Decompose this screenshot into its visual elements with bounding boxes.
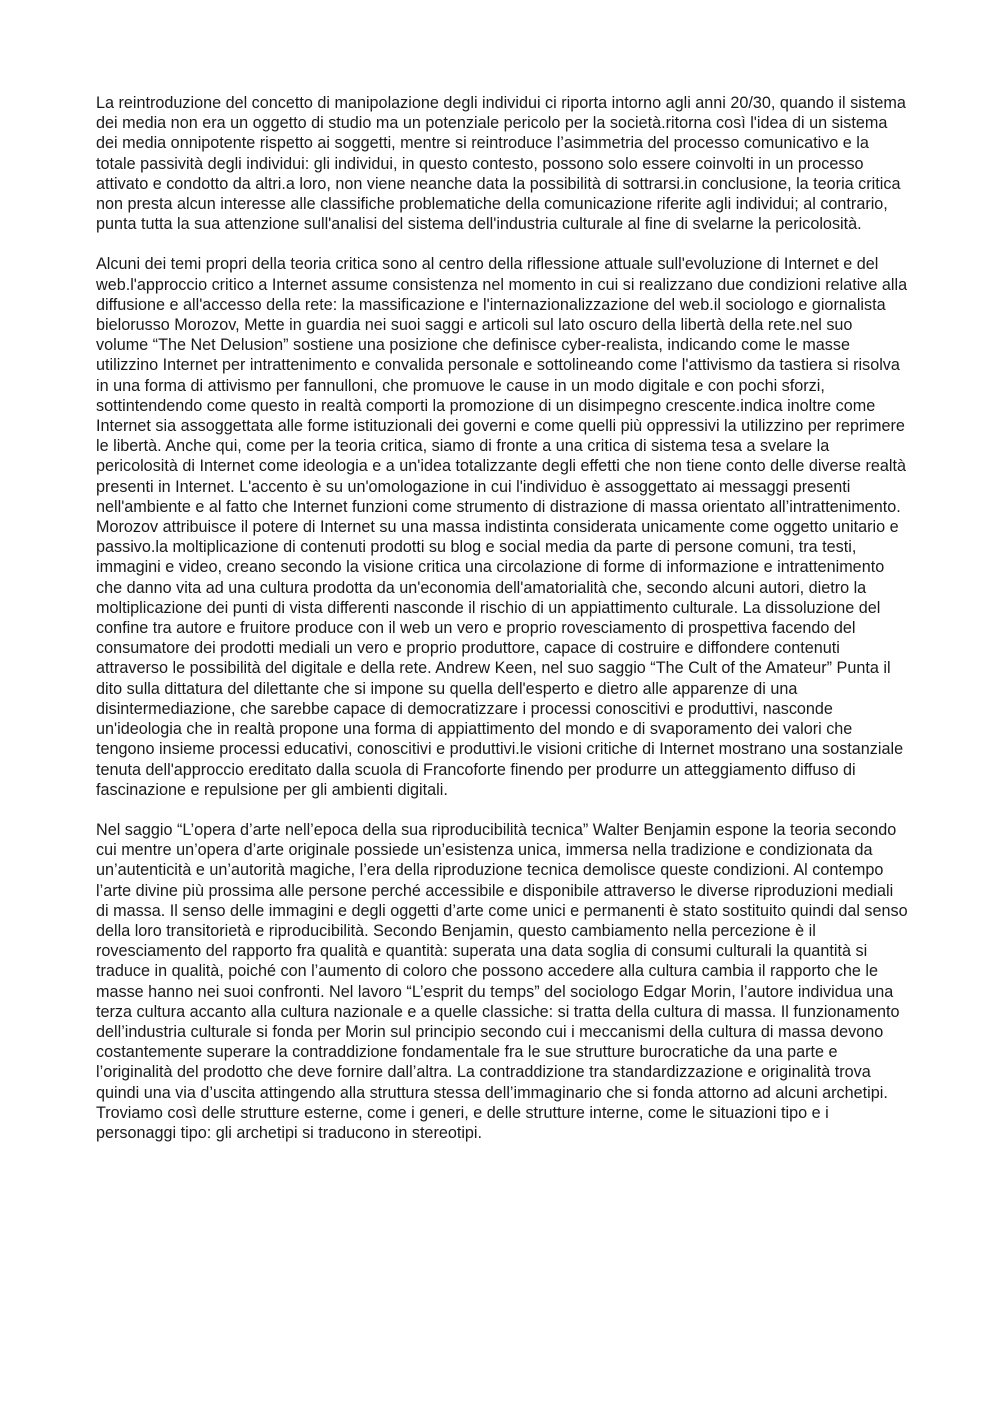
paragraph-manipolazione: La reintroduzione del concetto di manipolazione degli individui ci riporta intorno agli anni 20/30, quando il sistema dei media non era un oggetto di studio ma un potenziale pericolo per la società.ritorna così l'idea di un sistema dei media onnipotente rispetto ai soggetti, mentre si reintroduce l’asimmetria del processo comunicativo e la totale passività degli individui: gli individui, in questo contesto, possono solo essere coinvolti in un processo attivato e condotto da altri.a loro, non viene neanche data la possibilità di sottrarsi.in conclusione, la teoria critica non presta alcun interesse alle classifiche problematiche della comunicazione riferite agli individui; al contrario, punta tutta la sua attenzione sull'analisi del sistema dell'industria culturale al fine di svelarne la pericolosità. [96, 94, 906, 234]
paragraph-internet-critica: Alcuni dei temi propri della teoria critica sono al centro della riflessione attuale sull'evoluzione di Internet e del web.l'approccio critico a Internet assume consistenza nel momento in cui si realizzano due condizioni relative alla diffusione e all'accesso della rete: la massificazione e l'internazionalizzazione del web.il sociologo e giornalista bielorusso Morozov, Mette in guardia nei suoi saggi e articoli sul lato oscuro della libertà della rete.nel suo volume “The Net Delusion” sostiene una posizione che definisce cyber-realista, indicando come le masse utilizzino Internet per intrattenimento e convalida personale e sottolineando come l'attivismo da tastiera si risolva in una forma di attivismo per fannulloni, che promuove le cause in un modo digitale e con pochi sforzi, sottintendendo come questo in realtà comporti la promozione di un disimpegno crescente.indica inoltre come Internet sia assoggettata alle forme istituzionali dei governi e come quelli più oppressivi la utilizzino per reprimere le libertà. Anche qui, come per la teoria critica, siamo di fronte a una critica di sistema tesa a svelare la pericolosità di Internet come ideologia e a un'idea totalizzante degli effetti che non tiene conto delle diverse realtà presenti in Internet. L'accento è su un'omologazione in cui l'individuo è assoggettato ai messaggi presenti nell'ambiente e al fatto che Internet funzioni come strumento di distrazione di massa orientato all’intrattenimento. Morozov attribuisce il potere di Internet su una massa indistinta considerata unicamente come oggetto unitario e passivo.la moltiplicazione di contenuti prodotti su blog e social media da parte di persone comuni, tra testi, immagini e video, creano secondo la visione critica una circolazione di forme di informazione e intrattenimento che danno vita ad una cultura prodotta da un'economia dell'amatorialità che, secondo alcuni autori, dietro la moltiplicazione dei punti di vista differenti nasconde il rischio di un appiattimento culturale. La dissoluzione del confine tra autore e fruitore produce con il web un vero e proprio rovesciamento di prospettiva facendo del consumatore dei prodotti mediali un vero e proprio produttore, capace di costruire e diffondere contenuti attraverso le possibilità del digitale e della rete. Andrew Keen, nel suo saggio “The Cult of the Amateur” Punta il dito sulla dittatura del dilettante che si impone su quella dell'esperto e dietro alle apparenze di una disintermediazione, che sarebbe capace di democratizzare i processi conoscitivi e produttivi, nasconde un'ideologia che in realtà propone una forma di appiattimento del mondo e di svaporamento dei valori che tengono insieme processi educativi, conoscitivi e produttivi.le visioni critiche di Internet mostrano una sostanziale tenuta dell'approccio ereditato dalla scuola di Francoforte finendo per produrre un atteggiamento diffuso di fascinazione e repulsione per gli ambienti digitali. [96, 255, 908, 799]
paragraph-benjamin-morin: Nel saggio “L’opera d’arte nell’epoca della sua riproducibilità tecnica” Walter Benjamin espone la teoria secondo cui mentre un’opera d’arte originale possiede un’esistenza unica, immersa nella tradizione e condizionata da un’autenticità e un’autorità magiche, l’era della riproduzione tecnica demolisce queste condizioni. Al contempo l’arte divine più prossima alle persone perché accessibile e disponibile attraverso le diverse riproduzioni mediali di massa. Il senso delle immagini e degli oggetti d’arte come unici e permanenti è stato sostituito quindi dal senso della loro transitorietà e riproducibilità. Secondo Benjamin, questo cambiamento nella percezione è il rovesciamento del rapporto fra qualità e quantità: superata una data soglia di consumi culturali la quantità si traduce in qualità, poiché con l’aumento di coloro che possono accedere alla cultura cambia il rapporto che le masse hanno nei suoi confronti. Nel lavoro “L’esprit du temps” del sociologo Edgar Morin, l’autore individua una terza cultura accanto alla cultura nazionale e a quelle classiche: si tratta della cultura di massa. Il funzionamento dell’industria culturale si fonda per Morin sul principio secondo cui i meccanismi della cultura di massa devono costantemente superare la contraddizione fondamentale fra le sue strutture burocratiche da una parte e l’originalità del prodotto che deve fornire dall’altra. La contraddizione tra standardizzazione e originalità trova quindi una via d’uscita attingendo alla struttura stessa dell’immaginario che si fonda attorno ad alcuni archetipi. Troviamo così delle strutture esterne, come i generi, e delle strutture interne, come le situazioni tipo e i personaggi tipo: gli archetipi si traducono in stereotipi. [96, 820, 908, 1142]
document-page [96, 93, 908, 1163]
